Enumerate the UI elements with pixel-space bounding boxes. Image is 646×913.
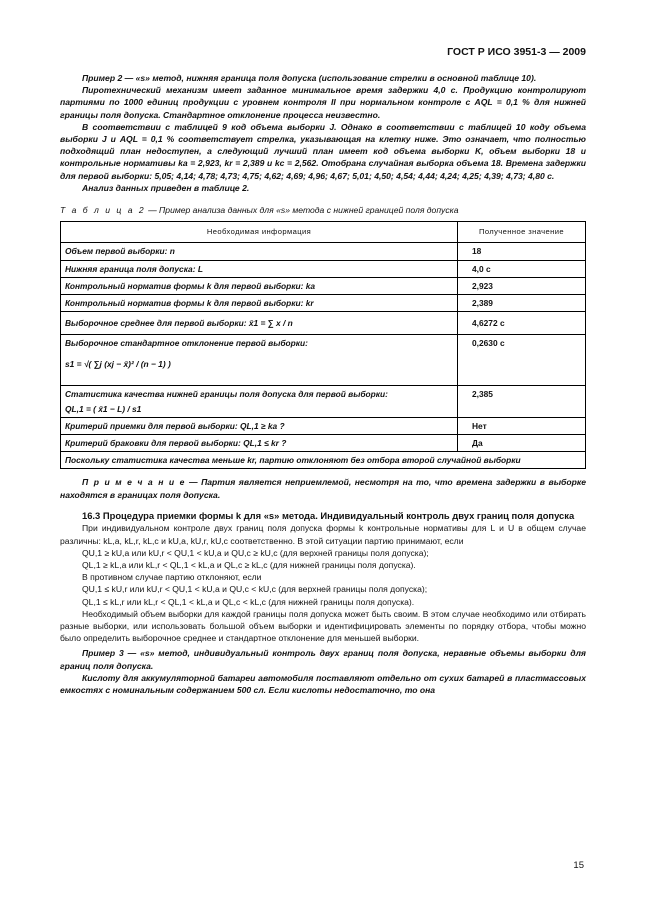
table-row: Статистика качества нижней границы поля допуска для первой выборки: QL,1 = ( x̄1 − L) / s1 2,385 (61, 386, 586, 417)
page-content (60, 72, 586, 696)
table-row: Выборочное среднее для первой выборки: x̄1 = ∑ x / n 4,6272 с (61, 312, 586, 335)
section-paragraph-1: При индивидуальном контроле двух границ поля допуска формы k контрольные нормативы для L и U в общем случае различны: kL,a, kL,r, kL,c и kU,a, kU,r, kU,c соответственно. В этой ситуации партию принимают, если (60, 523, 586, 546)
table-row: Контрольный норматив формы k для первой выборки: kа 2,923 (61, 277, 586, 294)
formula-std-dev: s1 = √( ∑j (xj − x̄)² / (n − 1) ) (65, 358, 171, 369)
note: П р и м е ч а н и е — Партия является неприемлемой, несмотря на то, что времена задержки в выборке находятся в границах поля допуска. (60, 477, 586, 500)
table-row-conclusion: Поскольку статистика качества меньше kr, партию отклоняют без отбора второй случайной выборки (61, 452, 586, 469)
table-row: Объем первой выборки: n 18 (61, 243, 586, 260)
table-row: Контрольный норматив формы k для первой выборки: kr 2,389 (61, 295, 586, 312)
example-2-text-2: В соответствии с таблицей 9 код объема выборки J. Однако в соответствии с таблицей 10 коду объема выборки J и AQL = 0,1 % соответствует стрелка, указывающая на клетку ниже. Это означает, что полностью подходящий план недоступен, а следующий лучший план имеет код объема выборки K, объем выборки 18 и контрольные нормативы kа = 2,923, kr = 2,389 и kc = 2,562. Отобрана случайная выборка объема 18. Времена задержки для первой выборки: 5,05; 4,14; 4,78; 4,73; 4,75; 4,62; 4,69; 4,96; 4,67; 5,01; 4,50; 4,54; 4,44; 4,24; 4,25; 4,39; 4,73; 4,80 с. (60, 121, 586, 181)
table-row: Критерий приемки для первой выборки: QL,1 ≥ kа ? Нет (61, 417, 586, 434)
table-header-value: Полученное значение (458, 222, 586, 243)
formula-line-2: QL,1 ≥ kL,a или kL,r < QL,1 < kL,a и QL,c ≥ kL,c (для нижней границы поля допуска). (82, 559, 416, 570)
table-caption: Т а б л и ц а 2 — Пример анализа данных для «s» метода с нижней границей поля допуска (60, 205, 459, 216)
section-paragraph-2: Необходимый объем выборки для каждой границы поля допуска может быть своим. В этом случае необходимо или отбирать разные выборки, или использовать большой объем выборки и идентифицировать элементы по порядку отбора, чтобы можно было определить выборочное среднее и стандартное отклонение для меньшей выборки. (60, 608, 586, 644)
example-2-text-3: Анализ данных приведен в таблице 2. (82, 182, 250, 193)
example-2-title: Пример 2 — «s» метод, нижняя граница поля допуска (использование стрелки в основной таблице 10). (82, 73, 537, 83)
analysis-table (60, 221, 586, 469)
table-header-info: Необходимая информация (61, 222, 458, 243)
formula-line-5: QL,1 ≤ kL,r или kL,r < QL,1 < kL,a и QL,c < kL,c (для нижней границы поля допуска). (82, 596, 415, 607)
page-number: 15 (573, 860, 584, 871)
table-row: Выборочное стандартное отклонение первой выборки: s1 = √( ∑j (xj − x̄)² / (n − 1) ) 0,2630 с (61, 335, 586, 386)
table-header-row (61, 222, 586, 243)
formula-line-4: QU,1 ≤ kU,r или kU,r < QU,1 < kU,a и QU,c < kU,c (для верхней границы поля допуска); (82, 584, 428, 595)
formula-quality-stat: QL,1 = ( x̄1 − L) / s1 (65, 403, 142, 414)
table-row: Критерий браковки для первой выборки: QL,1 ≤ kr ? Да (61, 435, 586, 452)
formula-line-1: QU,1 ≥ kU,a или kU,r < QU,1 < kU,a и QU,c ≥ kU,c (для верхней границы поля допуска); (82, 547, 429, 558)
document-header: ГОСТ Р ИСО 3951-3 — 2009 (447, 46, 586, 58)
example-3-text: Кислоту для аккумуляторной батареи автомобиля поставляют отдельно от сухих батарей в пластмассовых емкостях с номинальным содержанием 500 сл. Если кислоты недостаточно, то она (60, 672, 586, 696)
table-row: Нижняя граница поля допуска: L 4,0 с (61, 260, 586, 277)
formula-line-3: В противном случае партию отклоняют, если (82, 572, 262, 583)
example-2-text-1: Пиротехнический механизм имеет заданное минимальное время задержки 4,0 с. Продукцию контролируют партиями по 1000 единиц продукции с уровнем контроля II при нормальном контроле с AQL = 0,1 % для нижней границы поля допуска. Стандартное отклонение процесса неизвестно. (60, 85, 586, 120)
section-title: 16.3 Процедура приемки формы k для «s» метода. Индивидуальный контроль двух границ поля допуска (82, 509, 575, 521)
example-3-title: Пример 3 — «s» метод, индивидуальный контроль двух границ поля допуска, неравные объемы выборки для границ поля допуска. (60, 648, 586, 671)
